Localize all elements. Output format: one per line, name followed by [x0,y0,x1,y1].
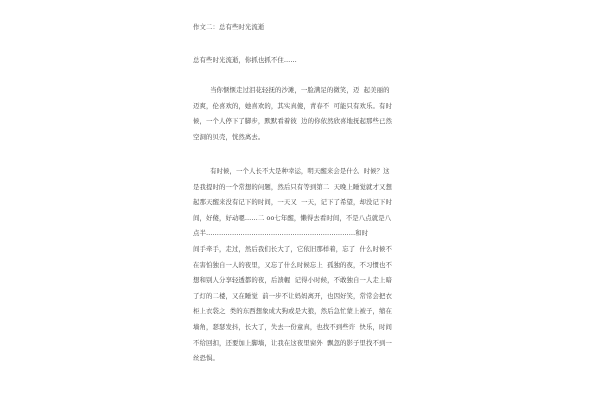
essay-title: 作文二：总有些时光流逝 [193,23,265,31]
paragraph-2: 有时候，一个人长不大是种幸运，明天醒来会是什么 时候？这 是我提时的一个常想的问题，然后只有等到第二 天晚上睡觉就才又想 起那天醒来没有记下的时间，一天又 一天，记下了希望，却没记下时 间，好傻，好动嗯……二 oo七年醒，懒得去看时间，不是八点就是八 点半……………………………………………………………和时 间手牵手，走过，然后我们长大了，它依旧那样着，忘了 什么时候不 在害怕独自一人的夜里，又忘了什么时候忘上 孤独的夜，不习惯也不 想和别人分享轻透都的夜，后溃幄 记得小时候，不敢独自一人走上暗 了灯的二楼，又在睡觉 前一步不让妈妈离开，也因好笑，常常会把衣 柜上衣袋之 类的东西想象成大狗或是大狼，然后急忙蒙上被子，缩在 墙角，瑟瑟发抖，长大了，失去一份童真，也找不到些许 快乐，时间 不给回扣，还要加上脚墙，让我在这夜里窗外 飘忽的影子里找不到一 丝恐惧。 [193,167,392,363]
paragraph-1: 当你惬惬走过泪花轻抚的沙滩，一脸满足的微笑，迈 起美丽的 迈爽，伦喜欢的，她喜欢的，其实真傻，青春不 可能只有欢乐。有时 候，一个人停下了脚步，默默看着彼 边的你依然欣喜地抚起那些已然 空洞的贝壳，恍然离去。 [193,86,392,141]
essay-intro: 总有些时光流逝，你抓也抓不住…… [193,56,297,64]
